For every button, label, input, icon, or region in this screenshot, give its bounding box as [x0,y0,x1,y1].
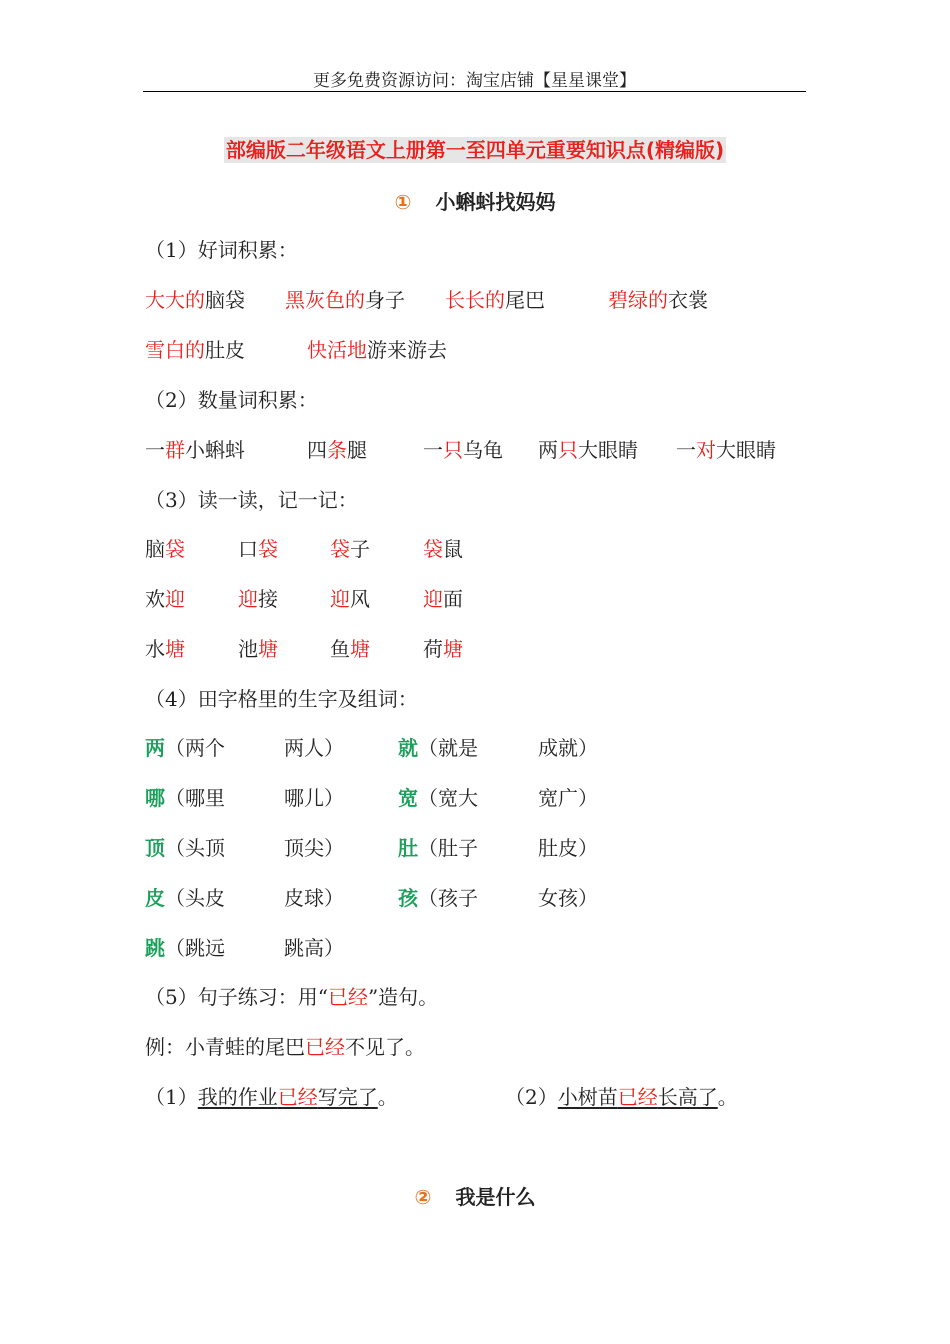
read-word: 荷塘 [423,637,463,661]
character-entry: 宽（宽大 [398,786,478,810]
character-word: 跳高） [284,936,344,960]
character-word: 女孩） [538,886,598,910]
document-title [0,134,950,163]
section-5-heading: （5）句子练习：用“已经”造句。 [145,985,439,1009]
read-word: 鱼塘 [330,637,370,661]
measure-word: 一只乌龟 [423,438,503,462]
good-word: 大大的脑袋 [145,288,245,312]
document-title-text: 部编版二年级语文上册第一至四单元重要知识点(精编版) [225,138,725,162]
section-1-heading: （1）好词积累： [145,238,298,262]
character-entry: 跳（跳远 [145,936,225,960]
character-entry: 两（两个 [145,736,225,760]
measure-word: 一对大眼睛 [676,438,776,462]
example-sentence: 例：小青蛙的尾巴已经不见了。 [145,1035,425,1059]
character-entry: 孩（孩子 [398,886,478,910]
character-word: 肚皮） [538,836,598,860]
section-3-heading: （3）读一读，记一记： [145,488,358,512]
read-word: 脑袋 [145,537,185,561]
read-word: 欢迎 [145,587,185,611]
page-header: 更多免费资源访问：淘宝店铺【星星课堂】 [313,71,636,91]
measure-word: 一群小蝌蚪 [145,438,245,462]
read-word: 水塘 [145,637,185,661]
lesson-1-heading [0,186,950,215]
character-entry: 肚（肚子 [398,836,478,860]
character-word: 皮球） [284,886,344,910]
character-entry: 顶（头顶 [145,836,225,860]
character-entry: 哪（哪里 [145,786,225,810]
good-word: 快活地游来游去 [307,338,447,362]
read-word: 袋子 [330,537,370,561]
measure-word: 两只大眼睛 [538,438,638,462]
lesson-2-name: 我是什么 [455,1185,536,1209]
character-word: 宽广） [538,786,598,810]
character-word: 顶尖） [284,836,344,860]
character-word: 两人） [284,736,344,760]
good-word: 碧绿的衣裳 [608,288,708,312]
lesson-1-number: ① [394,190,412,214]
lesson-2-number: ② [414,1185,432,1209]
good-word: 长长的尾巴 [445,288,545,312]
read-word: 袋鼠 [423,537,463,561]
section-4-heading: （4）田字格里的生字及组词： [145,687,418,711]
read-word: 迎风 [330,587,370,611]
read-word: 迎面 [423,587,463,611]
character-word: 哪儿） [284,786,344,810]
good-word: 雪白的肚皮 [145,338,245,362]
header-rule [143,91,806,92]
character-entry: 就（就是 [398,736,478,760]
character-entry: 皮（头皮 [145,886,225,910]
read-word: 池塘 [238,637,278,661]
lesson-2-heading [0,1181,950,1210]
section-2-heading: （2）数量词积累： [145,388,318,412]
character-word: 成就） [538,736,598,760]
answer-sentence-1: （1）我的作业已经写完了。 [145,1085,398,1109]
answer-sentence-2: （2）小树苗已经长高了。 [505,1085,738,1109]
measure-word: 四条腿 [307,438,367,462]
lesson-1-name: 小蝌蚪找妈妈 [435,190,556,214]
good-word: 黑灰色的身子 [285,288,405,312]
read-word: 迎接 [238,587,278,611]
read-word: 口袋 [238,537,278,561]
